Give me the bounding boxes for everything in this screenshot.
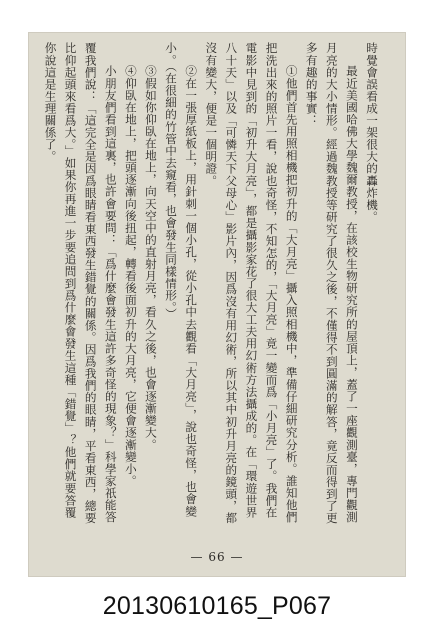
paragraph-2: 最近美國哈佛大學魏爾教授，在該校生物研究所的屋頂上，蓋了一座觀測臺，專門觀測月亮的大小情形。經過魏教授等研究了很久之後，不僅得不到圓滿的解答，竟反而得到了更多有趣的事實： (304, 42, 359, 524)
paragraph-5: ③假如你仰臥在地上，向天空中的直射月亮，看久之後，也會逐漸變大。 (143, 65, 158, 451)
vertical-text-block (43, 42, 382, 530)
book-page (28, 32, 406, 577)
paragraph-7: 小朋友們看到這裏，也許會要問：「爲什麼會發生這許多奇怪的現象？」科學家祇能答覆我們說：「這完全是因爲眼睛看東西發生錯覺的關係。因爲我們的眼睛，平看東西，總要比仰起頭來看爲大。」如果你再進一步要追問到爲什麼會發生這種「錯覺」？他們就要答覆你說這是生理關係了。 (43, 42, 118, 524)
paragraph-1: 時覺會誤看成一架很大的轟炸機。 (365, 42, 379, 223)
paragraph-4: ②在一張厚紙板上，用針刺一個小孔，從小孔中去觀看「大月亮」，說也奇怪，也會變小。（在很細的竹管中去窺看，也會發生同樣情形。） (164, 42, 199, 518)
page-number: — 66 — (190, 550, 244, 564)
paragraph-6: ④仰臥在地上，把頭逐漸向後扭起，轉看後面初升的大月亮，它便會逐漸變小。 (123, 65, 138, 487)
paragraph-3: ①他們首先用照相機把初升的「大月亮」攝入照相機中，準備仔細研究分析。誰知他們把洗出來的照片一看，說也奇怪，不知怎的，「大月亮」竟一變而爲「小月亮」了。我們在電影中見到的「初升大月亮」，都是攝影家花了很大工夫用幻術方法攝成的。在「環遊世界八十天」以及「可憐天下父母心」影片內，因爲沒有用幻術，所以其中初升月亮的鏡頭，都沒有變大，便是一個明證。 (204, 42, 299, 524)
archive-caption: 20130610165_P067 (102, 592, 332, 620)
